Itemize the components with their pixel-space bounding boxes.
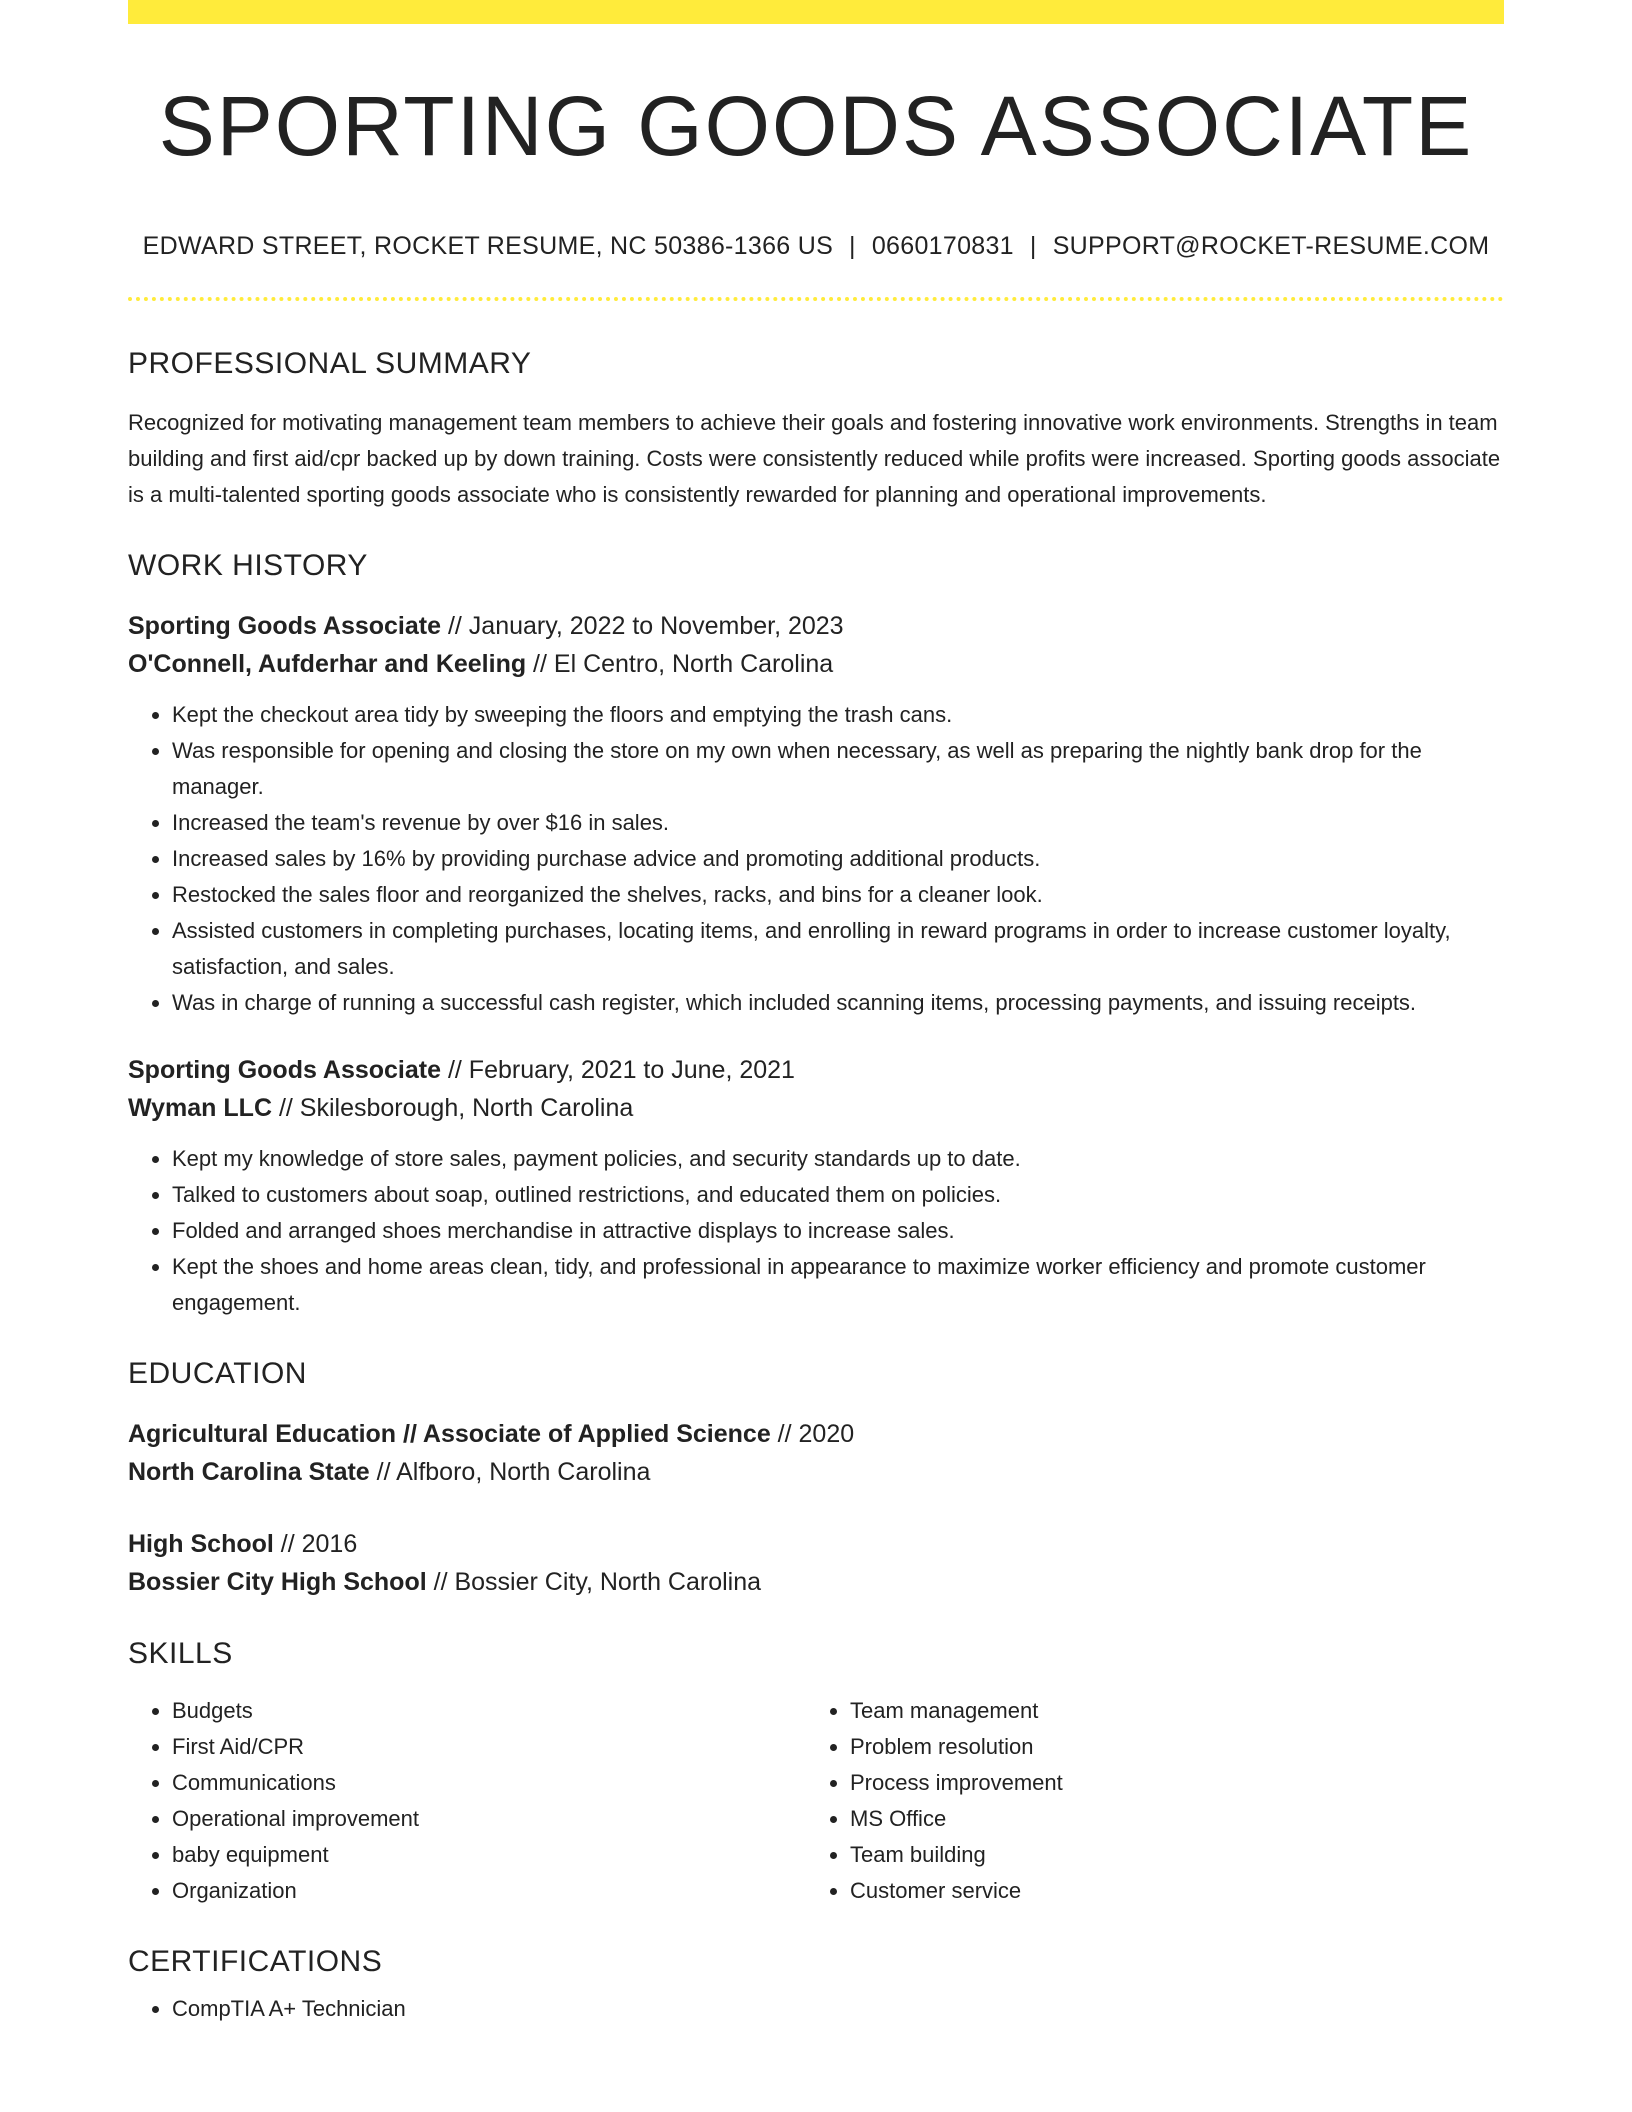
list-item: • Was in charge of running a successful cash register, which included scanning items, processing payments, and issuing receipts.	[172, 985, 1504, 1021]
list-item: • Organization	[172, 1873, 806, 1909]
list-item: • Team building	[850, 1837, 1484, 1873]
job-location: // Skilesborough, North Carolina	[272, 1094, 634, 1122]
skills-section	[128, 1639, 1504, 1909]
job-company-line	[128, 645, 1504, 683]
list-item: • First Aid/CPR	[172, 1729, 806, 1765]
education-entry	[128, 1415, 1504, 1491]
contact-line	[128, 234, 1504, 259]
job-dates: // February, 2021 to June, 2021	[441, 1056, 795, 1084]
summary-section	[128, 349, 1504, 513]
education-school-line	[128, 1563, 1504, 1601]
summary-heading: PROFESSIONAL SUMMARY	[128, 347, 532, 380]
skills-columns	[128, 1693, 1504, 1909]
job-bullets	[128, 697, 1504, 1021]
contact-address: EDWARD STREET, ROCKET RESUME, NC 50386-1366 US	[142, 232, 834, 260]
contact-separator: |	[1029, 232, 1037, 260]
job-company: O'Connell, Aufderhar and Keeling	[128, 650, 527, 678]
education-heading: EDUCATION	[128, 1357, 307, 1390]
job-company: Wyman LLC	[128, 1094, 272, 1122]
education-school: Bossier City High School	[128, 1568, 427, 1596]
list-item: • Increased the team's revenue by over $16 in sales.	[172, 805, 1504, 841]
list-item: • Communications	[172, 1765, 806, 1801]
list-item: • Team management	[850, 1693, 1484, 1729]
list-item: • Increased sales by 16% by providing purchase advice and promoting additional products.	[172, 841, 1504, 877]
list-item: • Restocked the sales floor and reorganized the shelves, racks, and bins for a cleaner look.	[172, 877, 1504, 913]
list-item: • Folded and arranged shoes merchandise in attractive displays to increase sales.	[172, 1213, 1504, 1249]
list-item: • Customer service	[850, 1873, 1484, 1909]
list-item: • Operational improvement	[172, 1801, 806, 1837]
job-title-line	[128, 607, 1504, 645]
resume-name: SPORTING GOODS ASSOCIATE	[158, 79, 1474, 173]
certifications-heading: CERTIFICATIONS	[128, 1945, 383, 1978]
list-item: • Talked to customers about soap, outlined restrictions, and educated them on policies.	[172, 1177, 1504, 1213]
job-title: Sporting Goods Associate	[128, 612, 442, 640]
summary-text: Recognized for motivating management team members to achieve their goals and fostering innovative work environments. Strengths in team building and first aid/cpr backed up by down training. Costs were consistently reduced while profits were increased. Sporting goods associate is a multi-talented sporting goods associate who is consistently rewarded for planning and operational improvements.	[128, 410, 1501, 507]
list-item: • Was responsible for opening and closing the store on my own when necessary, as well as preparing the nightly bank drop for the manager.	[172, 733, 1504, 805]
education-year: // 2020	[770, 1420, 855, 1448]
list-item: • Kept my knowledge of store sales, payment policies, and security standards up to date.	[172, 1141, 1504, 1177]
job-title-line	[128, 1051, 1504, 1089]
resume-page	[128, 0, 1504, 2027]
job-title: Sporting Goods Associate	[128, 1056, 442, 1084]
skills-list-right	[806, 1693, 1484, 1909]
contact-separator: |	[849, 232, 856, 260]
list-item: • Problem resolution	[850, 1729, 1484, 1765]
education-location: // Alfboro, North Carolina	[369, 1458, 651, 1486]
list-item: • MS Office	[850, 1801, 1484, 1837]
certifications-section	[128, 1947, 1504, 2027]
education-school: North Carolina State	[128, 1458, 370, 1486]
dotted-divider	[128, 297, 1504, 301]
job-entry	[128, 1051, 1504, 1321]
education-degree: Agricultural Education // Associate of Applied Science	[128, 1420, 771, 1448]
education-entry	[128, 1525, 1504, 1601]
skills-heading: SKILLS	[128, 1637, 233, 1670]
job-company-line	[128, 1089, 1504, 1127]
education-section	[128, 1359, 1504, 1601]
job-bullets	[128, 1141, 1504, 1321]
list-item: • Process improvement	[850, 1765, 1484, 1801]
certifications-list	[128, 1991, 1504, 2027]
job-dates: // January, 2022 to November, 2023	[441, 612, 844, 640]
list-item: • Assisted customers in completing purchases, locating items, and enrolling in reward programs in order to increase customer loyalty, satisfaction, and sales.	[172, 913, 1504, 985]
education-degree-line	[128, 1525, 1504, 1563]
education-location: // Bossier City, North Carolina	[426, 1568, 762, 1596]
accent-bar	[128, 0, 1504, 24]
list-item: • baby equipment	[172, 1837, 806, 1873]
list-item: • Kept the shoes and home areas clean, tidy, and professional in appearance to maximize worker efficiency and promote customer engagement.	[172, 1249, 1504, 1321]
list-item: • CompTIA A+ Technician	[172, 1991, 1504, 2027]
education-year: // 2016	[273, 1530, 358, 1558]
education-degree: High School	[128, 1530, 274, 1558]
contact-phone: 0660170831	[871, 232, 1014, 260]
work-history-section	[128, 551, 1504, 1321]
job-location: // El Centro, North Carolina	[526, 650, 834, 678]
work-history-heading: WORK HISTORY	[128, 549, 368, 582]
list-item: • Kept the checkout area tidy by sweeping the floors and emptying the trash cans.	[172, 697, 1504, 733]
job-entry	[128, 607, 1504, 1021]
education-school-line	[128, 1453, 1504, 1491]
skills-list-left	[128, 1693, 806, 1909]
education-degree-line	[128, 1415, 1504, 1453]
list-item: • Budgets	[172, 1693, 806, 1729]
contact-email: SUPPORT@ROCKET-RESUME.COM	[1052, 232, 1490, 260]
